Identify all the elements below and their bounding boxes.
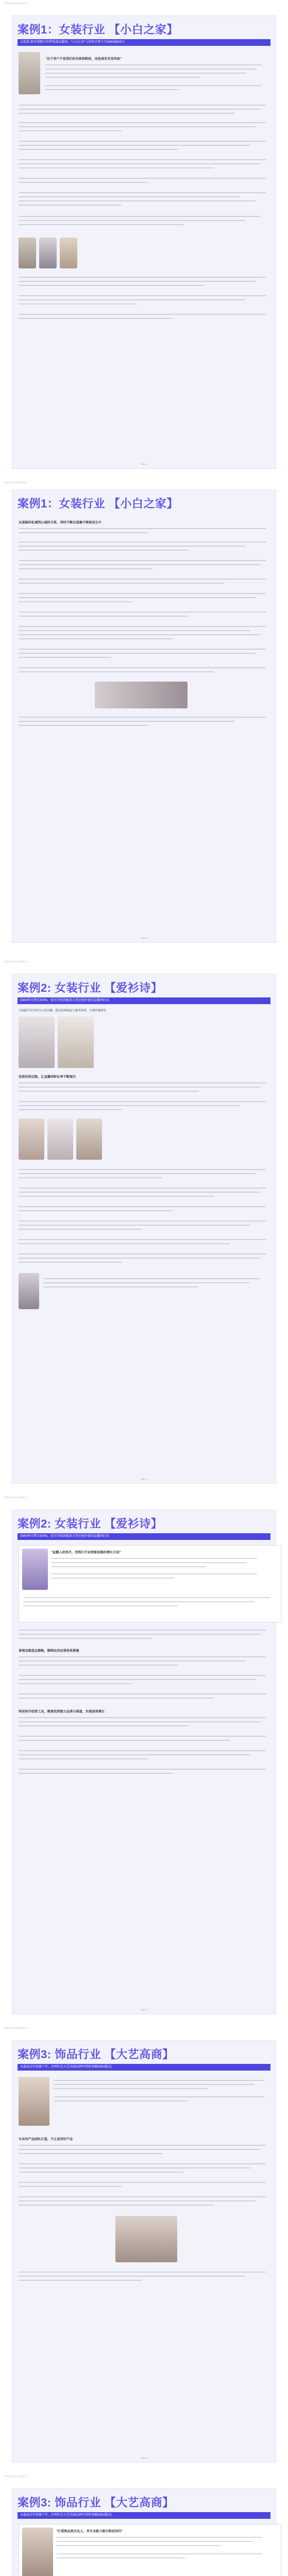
case-title: 案例2: 女装行业 【爱衫诗】 xyxy=(18,1517,163,1530)
section-subtitle: 谈理念做选品策略，精细化的运营体系搭建 xyxy=(19,1649,79,1653)
page-number: Page 5 xyxy=(141,2456,147,2459)
product-image xyxy=(19,238,36,268)
section-subtitle: 从基础的私域到公域的关系，同时不断在流量中探索成长中 xyxy=(19,521,101,524)
product-image xyxy=(19,1118,44,1160)
case-card xyxy=(12,15,276,469)
page-header-text: 微信扫码获取完整版报告 xyxy=(5,2,27,5)
box-title: "直播入驻快手，找到打开运营新思路的增长方法" xyxy=(51,1551,121,1554)
page-5 xyxy=(0,2025,288,2473)
case-banner: 从最底层开始做十年，后两年在大艺高商品牌年营收突破GMV超2亿 xyxy=(18,2512,270,2519)
page-header-text: 微信扫码获取完整版报告 xyxy=(5,2475,27,2478)
case-title: 案例1：女装行业 【小白之家】 xyxy=(18,497,178,510)
livestream-screenshot xyxy=(58,1016,94,1068)
highlight-box xyxy=(19,1545,281,1622)
page-header-text: 微信扫码获取完整版报告 xyxy=(5,481,27,484)
product-image xyxy=(115,2216,177,2262)
screenshot-image xyxy=(95,682,188,708)
page-4 xyxy=(0,1494,288,2025)
case-card xyxy=(12,1510,276,2014)
page-6 xyxy=(0,2473,288,2576)
case-title: 案例3: 饰品行业 【大艺高商】 xyxy=(18,2048,174,2061)
product-image xyxy=(39,238,57,268)
livestream-screenshot xyxy=(19,1016,55,1068)
box-title: "打造饰品类目达人，用专业能力吸引粉丝信任" xyxy=(56,2530,123,2533)
case-title: 案例1：女装行业 【小白之家】 xyxy=(18,23,178,36)
page-3 xyxy=(0,958,288,1494)
livestream-screenshot xyxy=(19,52,40,94)
case-card xyxy=(12,489,276,943)
livestream-screenshot xyxy=(19,2077,49,2126)
highlight-box xyxy=(19,2524,281,2576)
section-subtitle: 利用快手经营工具，精准找到潜力品类与渠道，实现高效增长 xyxy=(19,1710,105,1714)
livestream-screenshot xyxy=(22,2528,53,2576)
page-header-text: 微信扫码获取完整版报告 xyxy=(5,2027,27,2029)
case-banner: 从最底层开始做十年，后两年在大艺高商品牌年营收突破GMV超2亿 xyxy=(18,2064,270,2071)
page-number: Page 2 xyxy=(141,937,147,939)
quote-text: "这个用户不是我们的买家和粉丝，而是真实有用的家" xyxy=(45,57,122,61)
case-title: 案例3: 饰品行业 【大艺高商】 xyxy=(18,2496,174,2509)
page-number: Page 4 xyxy=(141,2008,147,2011)
product-image xyxy=(60,238,77,268)
product-image xyxy=(19,1273,39,1309)
page-number: Page 3 xyxy=(141,1478,147,1480)
section-subtitle: 优质的供应链，让直播间转化率不断提升 xyxy=(19,1075,76,1079)
page-1 xyxy=(0,0,288,479)
livestream-screenshot xyxy=(22,1549,48,1590)
case-title: 案例2: 女装行业 【爱衫诗】 xyxy=(18,981,163,994)
case-card xyxy=(12,974,276,1484)
case-card xyxy=(12,2488,276,2576)
case-banner: 女装类·职业搭配内容型电商直播间，"小白之家"入驻快手两个月GMV超600万 xyxy=(18,39,270,46)
case-banner: GMV两月增长500%，爱衫诗找到能放大供应链价值的直播间打法 xyxy=(18,1533,270,1540)
section-subtitle: 专业的产品团队打造，不止是讲好产品 xyxy=(19,2138,73,2141)
page-2 xyxy=(0,479,288,958)
case-banner: GMV两月增长500%，爱衫诗找到能放大供应链价值的直播间打法 xyxy=(18,997,270,1004)
page-header-text: 微信扫码获取完整版报告 xyxy=(5,960,27,963)
case-card xyxy=(12,2040,276,2463)
page-number: Page 1 xyxy=(141,463,147,465)
product-image xyxy=(76,1118,102,1160)
product-image xyxy=(47,1118,73,1160)
page-header-text: 微信扫码获取完整版报告 xyxy=(5,1496,27,1499)
section-intro: 全面提升以内容为主的直播，稳定私域商品与服务价值，实现快速增长 xyxy=(19,1009,107,1012)
